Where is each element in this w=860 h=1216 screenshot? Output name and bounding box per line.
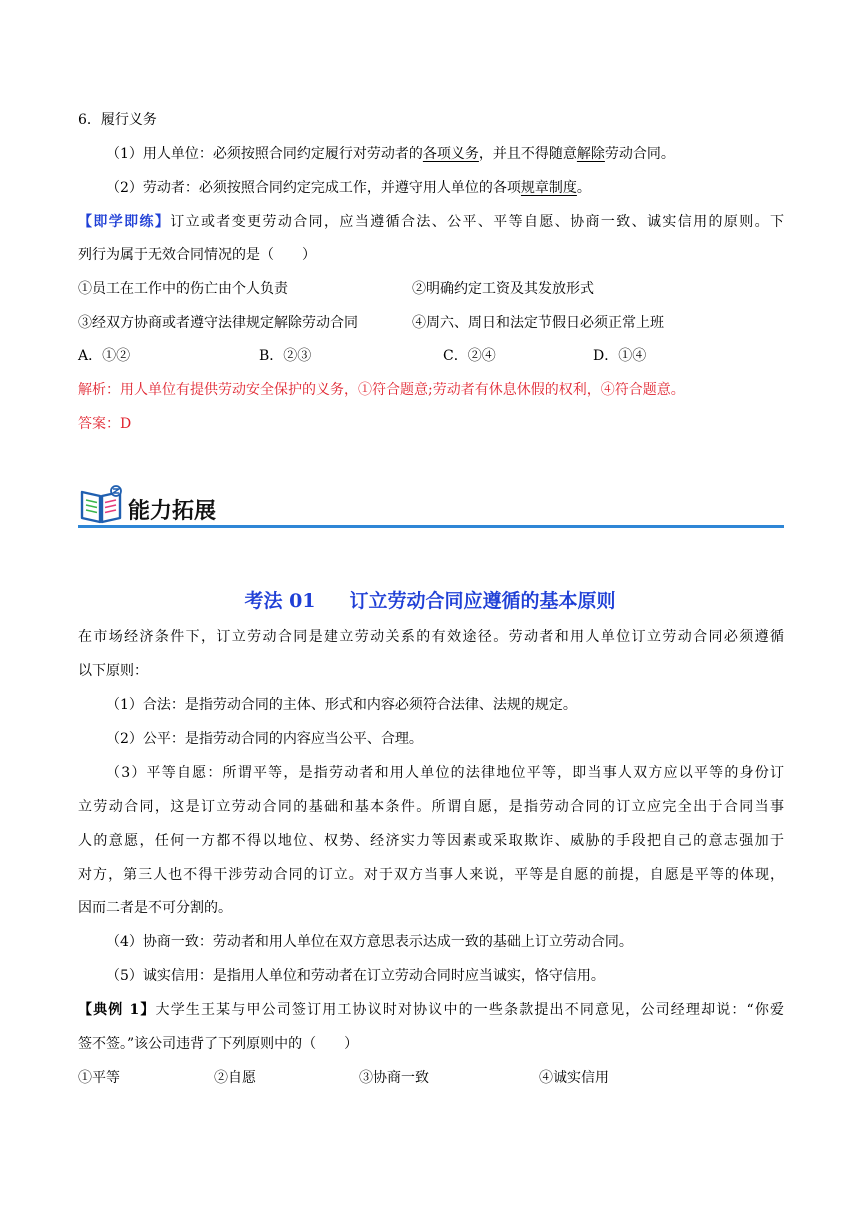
method-heading bbox=[0, 586, 860, 613]
option-1: ①员工在工作中的伤亡由个人负责 bbox=[78, 281, 288, 297]
paragraph-employer-duty: （1）用人单位：必须按照合同约定履行对劳动者的各项义务，并且不得随意解除劳动合同。 bbox=[106, 146, 675, 162]
choice-a: A．①② bbox=[78, 348, 131, 364]
underlined-term: 规章制度 bbox=[520, 180, 577, 196]
analysis-text: 解析：用人单位有提供劳动安全保护的义务，①符合题意;劳动者有休息休假的权利，④符合题意。 bbox=[78, 382, 685, 398]
example-tag: 【典例 1】 bbox=[78, 1002, 156, 1018]
principle-equal-voluntary-cont: 对方，第三人也不得干涉劳动合同的订立。对于双方当事人来说，平等是自愿的前提，自愿是平等的体现， bbox=[78, 867, 784, 883]
section-header bbox=[78, 484, 784, 530]
method-title: 订立劳动合同应遵循的基本原则 bbox=[349, 590, 616, 612]
intro-paragraph: 在市场经济条件下，订立劳动合同是建立劳动关系的有效途径。劳动者和用人单位订立劳动合同必须遵循 bbox=[78, 629, 784, 645]
open-book-icon bbox=[78, 484, 124, 524]
choice-b: B．②③ bbox=[259, 348, 312, 364]
section-title: 能力拓展 bbox=[128, 499, 217, 524]
example-option-1: ①平等 bbox=[78, 1070, 120, 1086]
principle-equal-voluntary-cont: 因而二者是不可分割的。 bbox=[78, 900, 232, 916]
practice-tag: 【即学即练】 bbox=[78, 214, 171, 230]
principle-equal-voluntary-cont: 人的意愿，任何一方都不得以地位、权势、经济实力等因素或采取欺诈、威胁的手段把自己的意志强加于 bbox=[78, 833, 784, 849]
principle-equal-voluntary: （3）平等自愿：所谓平等，是指劳动者和用人单位的法律地位平等，即当事人双方应以平等的身份订 bbox=[106, 765, 784, 781]
principle-legal: （1）合法：是指劳动合同的主体、形式和内容必须符合法律、法规的规定。 bbox=[106, 697, 577, 713]
paragraph-worker-duty: （2）劳动者：必须按照合同约定完成工作，并遵守用人单位的各项规章制度。 bbox=[106, 180, 591, 196]
principle-fair: （2）公平：是指劳动合同的内容应当公平、合理。 bbox=[106, 731, 423, 747]
principle-good-faith: （5）诚实信用：是指用人单位和劳动者在订立劳动合同时应当诚实，恪守信用。 bbox=[106, 968, 605, 984]
example-option-3: ③协商一致 bbox=[359, 1070, 429, 1086]
section-rule bbox=[78, 525, 784, 528]
practice-question-cont: 列行为属于无效合同情况的是（ ） bbox=[78, 247, 316, 263]
example-option-2: ②自愿 bbox=[214, 1070, 256, 1086]
item-title: 6．履行义务 bbox=[78, 112, 157, 128]
option-3: ③经双方协商或者遵守法律规定解除劳动合同 bbox=[78, 315, 358, 331]
example-option-4: ④诚实信用 bbox=[539, 1070, 609, 1086]
underlined-term: 各项义务 bbox=[422, 146, 479, 162]
choice-d: D．①④ bbox=[593, 348, 647, 364]
example-question: 【典例 1】大学生王某与甲公司签订用工协议时对协议中的一些条款提出不同意见，公司经理却说：“你爱 bbox=[78, 1002, 784, 1018]
option-2: ②明确约定工资及其发放形式 bbox=[412, 281, 594, 297]
example-question-cont: 签不签。”该公司违背了下列原则中的（ ） bbox=[78, 1036, 359, 1052]
choice-c: C．②④ bbox=[443, 348, 496, 364]
method-number: 考法 01 bbox=[244, 590, 316, 612]
answer-text: 答案：D bbox=[78, 416, 132, 432]
practice-question: 【即学即练】订立或者变更劳动合同，应当遵循合法、公平、平等自愿、协商一致、诚实信用的原则。下 bbox=[78, 214, 785, 230]
option-4: ④周六、周日和法定节假日必须正常上班 bbox=[412, 315, 664, 331]
intro-paragraph-cont: 以下原则： bbox=[78, 663, 148, 679]
principle-consensus: （4）协商一致：劳动者和用人单位在双方意思表示达成一致的基础上订立劳动合同。 bbox=[106, 934, 633, 950]
underlined-term: 解除 bbox=[576, 146, 605, 162]
principle-equal-voluntary-cont: 立劳动合同，这是订立劳动合同的基础和基本条件。所谓自愿，是指劳动合同的订立应完全出于合同当事 bbox=[78, 799, 784, 815]
